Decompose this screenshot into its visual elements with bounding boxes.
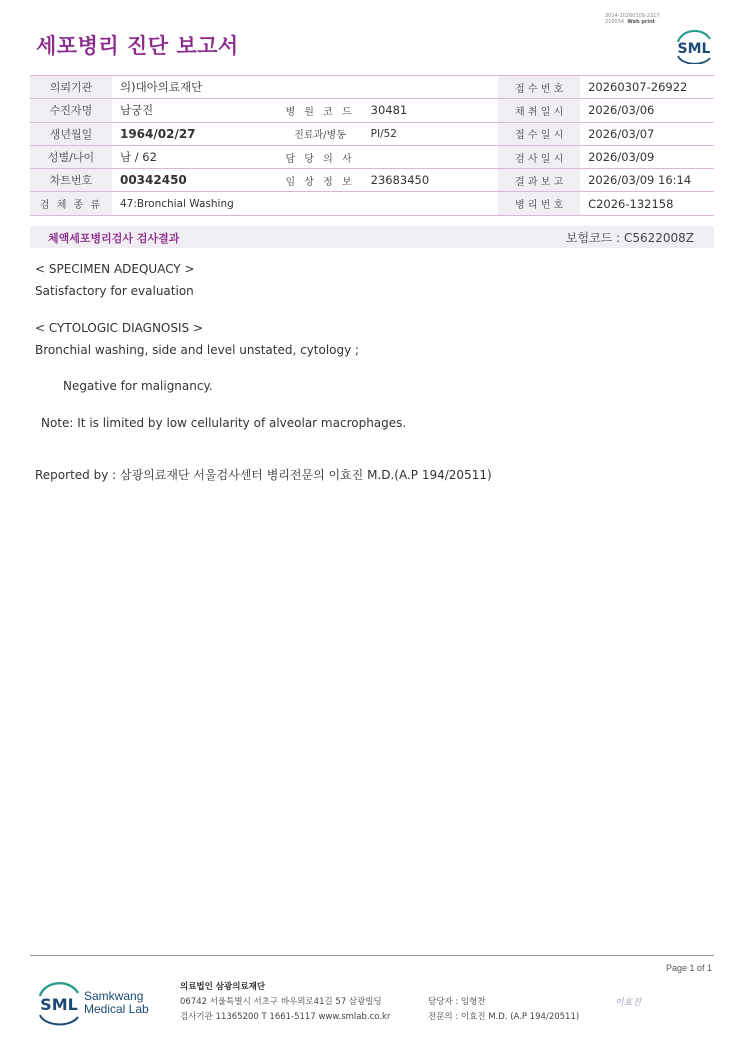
table-row: [30, 76, 714, 99]
patient-name-label: 수진자명: [30, 99, 112, 122]
sex-age-label: 성별/나이: [30, 145, 112, 168]
dept-label: 진료과/병동: [277, 122, 362, 145]
patient-name-value: 남궁진: [112, 99, 277, 122]
chart-no-label: 차트번호: [30, 169, 112, 192]
report-title: 세포병리 진단 보고서: [36, 34, 239, 58]
receipt-no-label: 접 수 번 호: [498, 76, 580, 99]
adequacy-text: Satisfactory for evaluation: [35, 284, 194, 298]
sex-age-value: 남 / 62: [112, 145, 277, 168]
brand-line-2: Medical Lab: [84, 1002, 149, 1016]
specialist-label: 전문의 :: [428, 1012, 459, 1022]
footer-staff: [428, 980, 579, 1025]
doctor-label: 담 당 의 사: [277, 145, 362, 168]
birth-value: 1964/02/27: [112, 122, 277, 145]
hospital-code-label: 병 원 코 드: [277, 99, 362, 122]
chart-no-value: 00342450: [112, 169, 277, 192]
result-section-title: 체액세포병리검사 검사결과: [48, 232, 180, 245]
table-row: [30, 169, 714, 192]
table-row: [30, 192, 714, 215]
specialist-name: 이효진 M.D. (A.P 194/20511): [460, 1012, 580, 1022]
org-address: 06742 서울특별시 서초구 바우뫼로41길 57 삼광빌딩: [180, 997, 382, 1007]
dept-value: PI/52: [363, 122, 499, 145]
sml-logo-icon: [672, 26, 716, 64]
collection-date-value: 2026/03/06: [580, 99, 714, 122]
footer-organization: [180, 980, 390, 1025]
doctor-value: [363, 145, 499, 168]
print-info-label: Web print: [627, 19, 656, 25]
clinical-info-label: 임 상 정 보: [277, 169, 362, 192]
pathology-no-label: 병 리 번 호: [498, 192, 580, 215]
diagnosis-note: Note: It is limited by low cellularity of alveolar macrophages.: [41, 416, 407, 430]
brand-name: [84, 990, 149, 1016]
receipt-date-label: 접 수 일 시: [498, 122, 580, 145]
specimen-value: 47:Bronchial Washing: [112, 192, 498, 215]
collection-date-label: 채 취 일 시: [498, 99, 580, 122]
sml-footer-logo-icon: [36, 980, 82, 1026]
print-info-code: 210034: [605, 19, 625, 25]
pathology-no-value: C2026-132158: [580, 192, 714, 215]
receipt-no-value: 20260307-26922: [580, 76, 714, 99]
exam-date-value: 2026/03/09: [580, 145, 714, 168]
manager-line: [428, 995, 579, 1010]
table-row: [30, 99, 714, 122]
specimen-label: 검 체 종 류: [30, 192, 112, 215]
report-date-value: 2026/03/09 16:14: [580, 169, 714, 192]
print-info: [605, 13, 660, 25]
signature: 이효진: [615, 998, 642, 1008]
diagnosis-line-2: Negative for malignancy.: [63, 379, 213, 393]
adequacy-heading: < SPECIMEN ADEQUACY >: [35, 262, 195, 276]
diagnosis-line-1: Bronchial washing, side and level unstated, cytology ;: [35, 343, 360, 357]
org-name: 의료법인 삼광의료재단: [180, 982, 266, 992]
manager-name: 임형찬: [460, 997, 486, 1007]
footer-spacer: [428, 980, 579, 995]
logo-text: SML: [677, 41, 711, 57]
page-number: Page 1 of 1: [665, 963, 712, 973]
manager-label: 담당자 :: [428, 997, 459, 1007]
diagnosis-heading: < CYTOLOGIC DIAGNOSIS >: [35, 321, 204, 335]
report-date-label: 결 과 보 고: [498, 169, 580, 192]
org-contact: 검사기관 11365200 T 1661-5117 www.smlab.co.kr: [180, 1012, 391, 1022]
clinical-info-value: 23683450: [363, 169, 499, 192]
footer-logo-text: SML: [40, 995, 78, 1014]
receipt-date-value: 2026/03/07: [580, 122, 714, 145]
requesting-institution-label: 의뢰기관: [30, 76, 112, 99]
requesting-institution-value: 의)대아의료재단: [112, 76, 498, 99]
table-row: [30, 145, 714, 168]
patient-info-table: [30, 75, 714, 216]
result-section-header: [30, 226, 714, 248]
print-info-code-line: [605, 19, 660, 25]
hospital-code-value: 30481: [363, 99, 499, 122]
brand-line-1: Samkwang: [84, 989, 144, 1003]
birth-label: 생년월일: [30, 122, 112, 145]
exam-date-label: 검 사 일 시: [498, 145, 580, 168]
reported-by: Reported by : 삼광의료재단 서울검사센터 병리전문의 이효진 M.D.(A.P 194/20511): [35, 468, 492, 482]
table-row: [30, 122, 714, 145]
specialist-line: [428, 1010, 579, 1025]
print-info-id: 3014-20260309-2317: [605, 13, 660, 19]
footer-divider: [30, 955, 714, 956]
insurance-code: 보험코드 : C5622008Z: [565, 231, 694, 245]
